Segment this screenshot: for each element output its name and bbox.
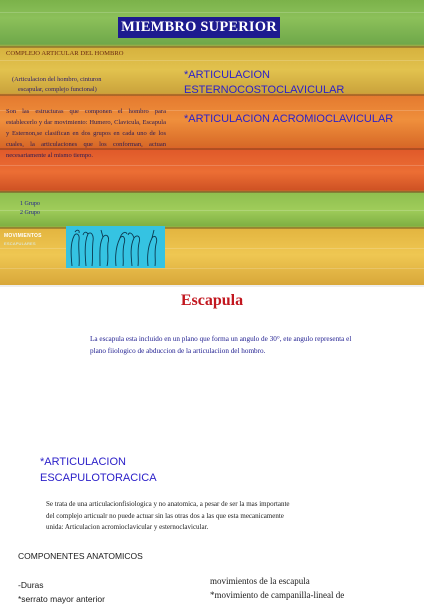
parenthetical-line-1: (Articulacion del hombro, cinturon	[12, 76, 102, 83]
escapulotoracica-paragraph: Se trata de una articulacionfisiologica y no anatomica, a pesar de ser la mas importante del complejo articualr no puede actuar sin las otras dos a las que esta mecanicamente unida: Articulacion acromioclavicular y esternoclavicular.	[46, 500, 290, 531]
movements-label	[4, 233, 66, 246]
escapula-paragraph: La escapula esta incluido en un plano que forma un angulo de 30°, ete angulo representa el plano fiiologico de abduccion de la articulaciion del hombro.	[90, 335, 352, 355]
slide-subtitle: COMPLEJO ARTICULAR DEL HOMBRO	[6, 50, 124, 57]
scapula-figures-icon	[66, 226, 165, 268]
slide-title: MIEMBRO SUPERIOR	[118, 17, 280, 38]
article-item-acromioclavicular: *ARTICULACION ACROMIOCLAVICULAR	[184, 113, 394, 125]
scapular-movements-figure	[66, 226, 165, 268]
movements-label-main: MOVIMIENTOS	[4, 233, 42, 239]
wood-plank-divider	[0, 191, 424, 193]
escapulotoracica-heading	[40, 454, 240, 486]
movements-label-sub: ESCAPULARES	[4, 241, 36, 246]
escapulotoracica-heading-line-2: ESCAPULOTORACICA	[40, 472, 157, 484]
intro-paragraph: Son las estructuras que componen el hombro para establecerlo y dar movimiento: Humero, Clavicula, Escapula y Esternon,se clasifican en dos grupos en cada uno de los cuales, la articulaciones que los conforman, actuan necesariamente al mismo tiempo.	[6, 108, 166, 159]
subtitle-parenthetical	[12, 75, 172, 94]
componentes-heading: COMPONENTES ANATOMICOS	[18, 551, 143, 561]
movimientos-item: movimientos de la escapula	[210, 576, 310, 586]
escapulotoracica-heading-line-1: *ARTICULACION	[40, 456, 126, 468]
parenthetical-line-2: escapular, complejo funcional)	[18, 85, 97, 93]
title-slide	[0, 0, 424, 285]
group-item: 1 Grupo	[20, 201, 40, 207]
article-item-esternocostoclavicular: *ARTICULACION ESTERNOCOSTOCLAVICULAR	[184, 69, 345, 96]
page-divider	[0, 285, 424, 287]
componentes-item: -Duras	[18, 580, 44, 590]
movimientos-item: *movimiento de campanilla-lineal de	[210, 590, 345, 600]
escapula-heading: Escapula	[180, 292, 244, 309]
group-item: 2 Grupo	[20, 210, 40, 216]
componentes-item: *serrato mayor anterior	[18, 594, 105, 604]
wood-plank-divider	[0, 46, 424, 48]
group-list	[20, 200, 40, 218]
wood-plank-divider	[0, 227, 424, 229]
